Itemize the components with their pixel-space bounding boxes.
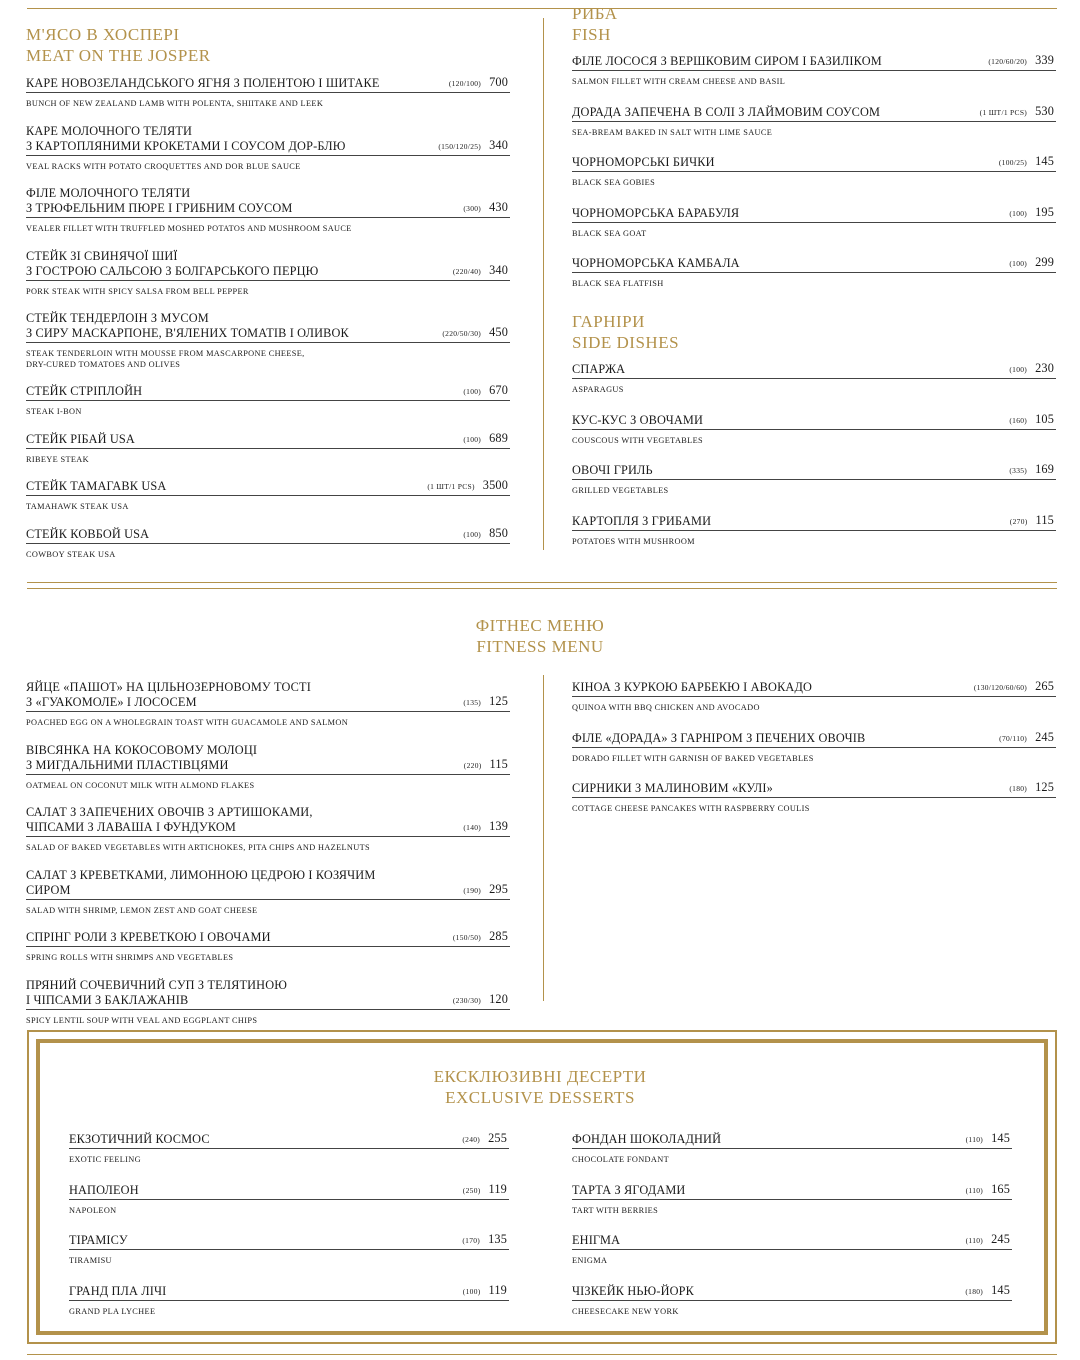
dish-name: ДОРАДА ЗАПЕЧЕНА В СОЛІ З ЛАЙМОВИМ СОУСОМ (1 ШТ/1 PCS) 530	[572, 105, 1056, 122]
dish-description: STEAK I-BON	[26, 407, 82, 416]
dish-price: 689	[489, 430, 508, 445]
sides-list	[572, 362, 1056, 547]
dish-weight: (230/30)	[452, 995, 482, 1005]
meat-item	[26, 527, 510, 561]
dish-price: 125	[489, 694, 508, 708]
dish-meta	[974, 679, 1054, 695]
dish-price: 139	[489, 819, 508, 833]
dish-description: GRAND PLA LYCHEE	[69, 1306, 156, 1316]
dessert-item	[69, 1132, 509, 1166]
section-rule-1	[27, 582, 1057, 583]
dish-description: BLACK SEA GOBIES	[572, 178, 656, 187]
dish-name: САЛАТ З КРЕВЕТКАМИ, ЛИМОННОЮ ЦЕДРОЮ І КОЗЯЧИМ СИРОМ (190) 295	[26, 868, 510, 900]
dish-weight: (240)	[462, 1135, 481, 1144]
meat-item	[26, 249, 510, 298]
dish-price: 530	[1035, 103, 1054, 118]
dish-name: ПРЯНИЙ СОЧЕВИЧНИЙ СУП З ТЕЛЯТИНОЮ І ЧІПСАМИ З БАКЛАЖАНІВ (230/30) 120	[26, 978, 510, 1010]
dish-price: 105	[1035, 411, 1054, 426]
dish-weight: (100)	[463, 434, 482, 444]
dish-name: КАРТОПЛЯ З ГРИБАМИ (270) 115	[572, 514, 1056, 531]
dish-name: СПРІНГ РОЛИ З КРЕВЕТКОЮ І ОВОЧАМИ (150/50) 285	[26, 930, 510, 947]
dish-weight: (120/100)	[448, 79, 482, 88]
meat-item	[26, 479, 510, 513]
side-item	[572, 413, 1056, 447]
dish-meta	[966, 1232, 1010, 1248]
dish-price: 850	[489, 525, 508, 540]
dish-price: 145	[991, 1131, 1010, 1145]
fitness-item	[26, 743, 510, 792]
dish-name: ЕКЗОТИЧНИЙ КОСМОС (240) 255	[69, 1132, 509, 1149]
dish-weight: (220)	[463, 760, 482, 770]
fitness-item	[572, 731, 1056, 765]
fitness-item	[26, 930, 510, 964]
dish-name: ЧІЗКЕЙК НЬЮ-ЙОРК (180) 145	[572, 1284, 1012, 1301]
dish-meta	[1009, 412, 1054, 428]
dish-meta	[463, 383, 508, 399]
dish-description: POTATOES WITH MUSHROOM	[572, 536, 695, 546]
dish-weight: (140)	[463, 823, 482, 832]
desserts-title-ua: ЕКСКЛЮЗИВНІ ДЕСЕРТИ	[433, 1067, 647, 1086]
dish-meta	[999, 730, 1054, 746]
dish-weight: (100)	[462, 1286, 481, 1296]
dish-meta	[463, 1182, 507, 1198]
dish-name: ВІВСЯНКА НА КОКОСОВОМУ МОЛОЦІ З МИГДАЛЬНИМИ ПЛАСТІВЦЯМИ (220) 115	[26, 743, 510, 775]
dish-description: RIBEYE STEAK	[26, 454, 89, 464]
dish-name: ЕНІГМА (110) 245	[572, 1233, 1012, 1250]
dish-meta	[1009, 205, 1054, 221]
sides-title-ua: ГАРНІРИ	[572, 312, 645, 331]
fitness-item	[26, 680, 510, 729]
dish-weight: (100)	[1009, 259, 1028, 268]
dessert-item	[69, 1233, 509, 1267]
fish-title-en: FISH	[572, 25, 611, 44]
dish-meta	[464, 757, 508, 773]
dish-weight: (220/40)	[452, 266, 482, 276]
desserts-list-right	[572, 1132, 1012, 1317]
meat-item	[26, 76, 510, 110]
dish-description: PORK STEAK WITH SPICY SALSA FROM BELL PEPPER	[26, 286, 249, 296]
dish-name: КІНОА З КУРКОЮ БАРБЕКЮ І АВОКАДО (130/120/60/60) 265	[572, 680, 1056, 697]
dish-price: 145	[991, 1282, 1010, 1297]
dish-meta	[453, 263, 508, 279]
dish-meta	[462, 1232, 507, 1248]
dish-price: 195	[1035, 204, 1054, 219]
dish-price: 299	[1035, 255, 1054, 269]
dish-weight: (150/50)	[452, 933, 482, 942]
dish-weight: (130/120/60/60)	[973, 683, 1028, 692]
dish-meta	[966, 1131, 1010, 1147]
dish-price: 165	[991, 1181, 1010, 1196]
dessert-item	[572, 1132, 1012, 1166]
dish-price: 119	[488, 1282, 507, 1297]
dish-meta	[965, 1283, 1010, 1299]
dish-description: SALMON FILLET WITH CREAM CHEESE AND BASIL	[572, 77, 786, 86]
dish-description: EXOTIC FEELING	[69, 1155, 141, 1164]
dish-weight: (180)	[965, 1286, 984, 1296]
meat-item	[26, 186, 510, 235]
dish-meta	[462, 1131, 507, 1147]
bottom-rule	[27, 1354, 1057, 1355]
dish-weight: (1 ШТ/1 PCS)	[427, 482, 475, 491]
dish-meta	[453, 929, 508, 945]
dish-price: 339	[1035, 53, 1054, 67]
dessert-item	[572, 1284, 1012, 1318]
dish-price: 3500	[482, 478, 508, 492]
meat-list	[26, 76, 510, 560]
dish-weight: (110)	[965, 1236, 984, 1245]
dish-weight: (100)	[463, 529, 482, 539]
dish-price: 145	[1035, 154, 1054, 168]
dish-meta	[966, 1182, 1010, 1198]
dish-description: TIRAMISU	[69, 1256, 112, 1265]
dish-name: ТАРТА З ЯГОДАМИ (110) 165	[572, 1183, 1012, 1200]
dish-description: SALAD WITH SHRIMP, LEMON ZEST AND GOAT CHEESE	[26, 905, 258, 915]
dish-description: STEAK TENDERLOIN WITH MOUSSE FROM MASCARPONE CHEESE, DRY-CURED TOMATOES AND OLIVES	[26, 349, 305, 369]
fitness-list-left	[26, 680, 510, 1026]
fitness-title-en: FITNESS MENU	[476, 637, 604, 656]
dish-meta	[1010, 513, 1054, 529]
dish-description: SALAD OF BAKED VEGETABLES WITH ARTICHOKES, PITA CHIPS AND HAZELNUTS	[26, 843, 370, 852]
fitness-title-ua: ФІТНЕС МЕНЮ	[475, 616, 605, 635]
dish-price: 120	[489, 991, 508, 1006]
dish-weight: (100)	[1009, 365, 1028, 374]
fitness-item	[26, 868, 510, 917]
dish-name: КУС-КУС З ОВОЧАМИ (160) 105	[572, 413, 1056, 430]
dish-description: DORADO FILLET WITH GARNISH OF BAKED VEGETABLES	[572, 753, 814, 763]
section-rule-2	[27, 588, 1057, 589]
dish-name: ЯЙЦЕ «ПАШОТ» НА ЦІЛЬНОЗЕРНОВОМУ ТОСТІ З «ГУАКОМОЛЕ» І ЛОСОСЕМ (135) 125	[26, 680, 510, 712]
dish-meta	[988, 53, 1054, 69]
dish-weight: (100)	[1009, 208, 1028, 218]
dish-meta	[980, 104, 1054, 120]
dish-price: 430	[489, 200, 508, 214]
meat-title	[26, 24, 211, 66]
dessert-item	[572, 1233, 1012, 1267]
meat-item	[26, 384, 510, 418]
dish-name: КАРЕ МОЛОЧНОГО ТЕЛЯТИ З КАРТОПЛЯНИМИ КРОКЕТАМИ І СОУСОМ ДОР-БЛЮ (150/120/25) 340	[26, 124, 510, 156]
side-item	[572, 514, 1056, 548]
dish-meta	[1009, 462, 1054, 478]
fish-item	[572, 206, 1056, 240]
dish-weight: (160)	[1009, 415, 1028, 425]
dish-description: COUSCOUS WITH VEGETABLES	[572, 435, 703, 445]
dish-description: TAMAHAWK STEAK USA	[26, 502, 129, 511]
fitness-item	[26, 805, 510, 854]
desserts-title	[0, 1066, 1080, 1108]
dish-description: COTTAGE CHEESE PANCAKES WITH RASPBERRY COULIS	[572, 804, 810, 813]
dish-price: 230	[1035, 361, 1054, 375]
fitness-list-right	[572, 680, 1056, 815]
dish-weight: (300)	[463, 204, 482, 213]
meat-title-en: MEAT ON THE JOSPER	[26, 46, 211, 65]
fish-title-ua: РИБА	[572, 4, 618, 23]
dish-meta	[999, 154, 1054, 170]
dish-price: 135	[488, 1232, 507, 1246]
dish-name: ЧОРНОМОРСЬКА БАРАБУЛЯ (100) 195	[572, 206, 1056, 223]
dish-name: СТЕЙК ТЕНДЕРЛОІН З МУСОМ З СИРУ МАСКАРПОНЕ, В'ЯЛЕНИХ ТОМАТІВ І ОЛИВОК (220/50/30) 450	[26, 311, 510, 343]
dish-description: SPICY LENTIL SOUP WITH VEAL AND EGGPLANT CHIPS	[26, 1015, 258, 1025]
dish-name: СТЕЙК РІБАЙ USA (100) 689	[26, 432, 510, 449]
dish-price: 115	[489, 756, 508, 771]
dish-description: QUINOA WITH BBQ CHICKEN AND AVOCADO	[572, 703, 760, 712]
desserts-title-en: EXCLUSIVE DESSERTS	[445, 1088, 635, 1107]
dish-weight: (170)	[462, 1236, 481, 1245]
fitness-item	[572, 781, 1056, 815]
dish-name: ФІЛЕ ЛОСОСЯ З ВЕРШКОВИМ СИРОМ І БАЗИЛІКОМ (120/60/20) 339	[572, 54, 1056, 71]
dish-price: 285	[489, 929, 508, 943]
dish-name: СТЕЙК ТАМАГАВК USA (1 ШТ/1 PCS) 3500	[26, 479, 510, 496]
dish-description: SPRING ROLLS WITH SHRIMPS AND VEGETABLES	[26, 953, 234, 962]
dish-meta	[442, 325, 508, 341]
dish-price: 245	[1035, 729, 1054, 744]
side-item	[572, 463, 1056, 497]
dessert-item	[572, 1183, 1012, 1217]
dish-weight: (190)	[463, 885, 482, 895]
dish-meta	[463, 819, 508, 835]
dish-description: GRILLED VEGETABLES	[572, 486, 669, 495]
dish-price: 125	[1035, 780, 1054, 794]
dish-name: ЧОРНОМОРСЬКА КАМБАЛА (100) 299	[572, 256, 1056, 273]
dish-meta	[463, 1283, 507, 1299]
dish-meta	[438, 138, 508, 154]
dish-weight: (220/50/30)	[442, 329, 482, 338]
dish-meta	[463, 200, 508, 216]
dish-price: 295	[489, 881, 508, 896]
dish-name: СТЕЙК ЗІ СВИНЯЧОЇ ШИЇ З ГОСТРОЮ САЛЬСОЮ З БОЛГАРСЬКОГО ПЕРЦЮ (220/40) 340	[26, 249, 510, 281]
dish-weight: (1 ШТ/1 PCS)	[979, 107, 1028, 117]
dish-meta	[449, 75, 508, 91]
dish-price: 700	[489, 75, 508, 89]
side-item	[572, 362, 1056, 396]
fitness-item	[26, 978, 510, 1027]
dish-description: CHEESECAKE NEW YORK	[572, 1306, 679, 1316]
sides-title-en: SIDE DISHES	[572, 333, 680, 352]
dish-price: 340	[489, 262, 508, 277]
dish-price: 340	[489, 137, 508, 152]
dish-name: СТЕЙК СТРІПЛОЙН (100) 670	[26, 384, 510, 401]
dish-name: СТЕЙК КОВБОЙ USA (100) 850	[26, 527, 510, 544]
dish-description: VEAL RACKS WITH POTATO CROQUETTES AND DOR BLUE SAUCE	[26, 161, 301, 171]
dish-description: CHOCOLATE FONDANT	[572, 1155, 669, 1164]
dish-weight: (335)	[1009, 466, 1028, 475]
dish-name: ТІРАМІСУ (170) 135	[69, 1233, 509, 1250]
meat-item	[26, 124, 510, 173]
dish-name: СИРНИКИ З МАЛИНОВИМ «КУЛІ» (180) 125	[572, 781, 1056, 798]
dish-description: COWBOY STEAK USA	[26, 549, 116, 559]
dish-meta	[463, 526, 508, 542]
fish-item	[572, 155, 1056, 189]
dish-price: 670	[489, 383, 508, 397]
dish-weight: (100)	[463, 387, 482, 396]
dish-name: САЛАТ З ЗАПЕЧЕНИХ ОВОЧІВ З АРТИШОКАМИ, ЧІПСАМИ З ЛАВАША І ФУНДУКОМ (140) 139	[26, 805, 510, 837]
dish-name: ФОНДАН ШОКОЛАДНИЙ (110) 145	[572, 1132, 1012, 1149]
dish-meta	[463, 694, 508, 710]
dish-meta	[1009, 361, 1054, 377]
dish-weight: (270)	[1009, 516, 1028, 526]
meat-title-ua: М'ЯСО В ХОСПЕРІ	[26, 25, 180, 44]
top-rule	[27, 8, 1057, 9]
dish-name: КАРЕ НОВОЗЕЛАНДСЬКОГО ЯГНЯ З ПОЛЕНТОЮ І ШИТАКЕ (120/100) 700	[26, 76, 510, 93]
dish-meta	[453, 992, 508, 1008]
dish-price: 169	[1035, 462, 1054, 476]
dish-price: 265	[1035, 679, 1054, 693]
dish-description: ASPARAGUS	[572, 385, 624, 394]
column-divider-fitness	[543, 675, 544, 1001]
dish-description: VEALER FILLET WITH TRUFFLED MOSHED POTATOS AND MUSHROOM SAUCE	[26, 224, 352, 233]
dish-description: BLACK SEA GOAT	[572, 228, 647, 238]
dish-meta	[1009, 780, 1054, 796]
meat-item	[26, 311, 510, 370]
fish-list	[572, 54, 1056, 290]
dish-description: OATMEAL ON COCONUT MILK WITH ALMOND FLAKES	[26, 780, 255, 790]
dish-description: TART WITH BERRIES	[572, 1205, 659, 1215]
dish-description: BUNCH OF NEW ZEALAND LAMB WITH POLENTA, SHIITAKE AND LEEK	[26, 99, 324, 108]
dish-price: 255	[488, 1131, 507, 1145]
dish-weight: (70/110)	[999, 733, 1028, 743]
sides-title	[572, 311, 679, 353]
dish-weight: (135)	[463, 698, 482, 707]
dish-weight: (120/60/20)	[988, 57, 1028, 66]
dish-name: СПАРЖА (100) 230	[572, 362, 1056, 379]
dish-description: SEA-BREAM BAKED IN SALT WITH LIME SAUCE	[572, 127, 773, 137]
desserts-list-left	[69, 1132, 509, 1317]
fitness-title	[0, 615, 1080, 657]
dish-weight: (250)	[462, 1185, 481, 1195]
dessert-item	[69, 1183, 509, 1217]
dish-name: ЧОРНОМОРСЬКІ БИЧКИ (100/25) 145	[572, 155, 1056, 172]
dish-meta	[427, 478, 508, 494]
dish-price: 450	[489, 325, 508, 339]
dish-price: 115	[1035, 512, 1054, 527]
column-divider-top	[543, 18, 544, 550]
dish-weight: (100/25)	[998, 158, 1028, 167]
meat-item	[26, 432, 510, 466]
dessert-item	[69, 1284, 509, 1318]
fish-item	[572, 54, 1056, 88]
dish-weight: (150/120/25)	[438, 141, 482, 151]
dish-name: ФІЛЕ МОЛОЧНОГО ТЕЛЯТИ З ТРЮФЕЛЬНИМ ПЮРЕ І ГРИБНИМ СОУСОМ (300) 430	[26, 186, 510, 218]
dish-description: ENIGMA	[572, 1256, 608, 1265]
dish-name: ОВОЧІ ГРИЛЬ (335) 169	[572, 463, 1056, 480]
fitness-item	[572, 680, 1056, 714]
dish-price: 119	[488, 1181, 507, 1196]
fish-item	[572, 105, 1056, 139]
fish-item	[572, 256, 1056, 290]
dish-name: ФІЛЕ «ДОРАДА» З ГАРНІРОМ З ПЕЧЕНИХ ОВОЧІВ (70/110) 245	[572, 731, 1056, 748]
dish-name: НАПОЛЕОН (250) 119	[69, 1183, 509, 1200]
dish-name: ГРАНД ПЛА ЛІЧІ (100) 119	[69, 1284, 509, 1301]
dish-description: POACHED EGG ON A WHOLEGRAIN TOAST WITH GUACAMOLE AND SALMON	[26, 718, 349, 727]
dish-weight: (180)	[1009, 784, 1028, 793]
dish-weight: (110)	[965, 1185, 984, 1195]
dish-meta	[463, 431, 508, 447]
dish-description: BLACK SEA FLATFISH	[572, 279, 664, 288]
dish-description: NAPOLEON	[69, 1205, 117, 1215]
dish-price: 245	[991, 1232, 1010, 1246]
dish-meta	[463, 882, 508, 898]
dish-weight: (110)	[965, 1135, 984, 1144]
fish-title	[572, 3, 618, 45]
dish-meta	[1009, 255, 1054, 271]
